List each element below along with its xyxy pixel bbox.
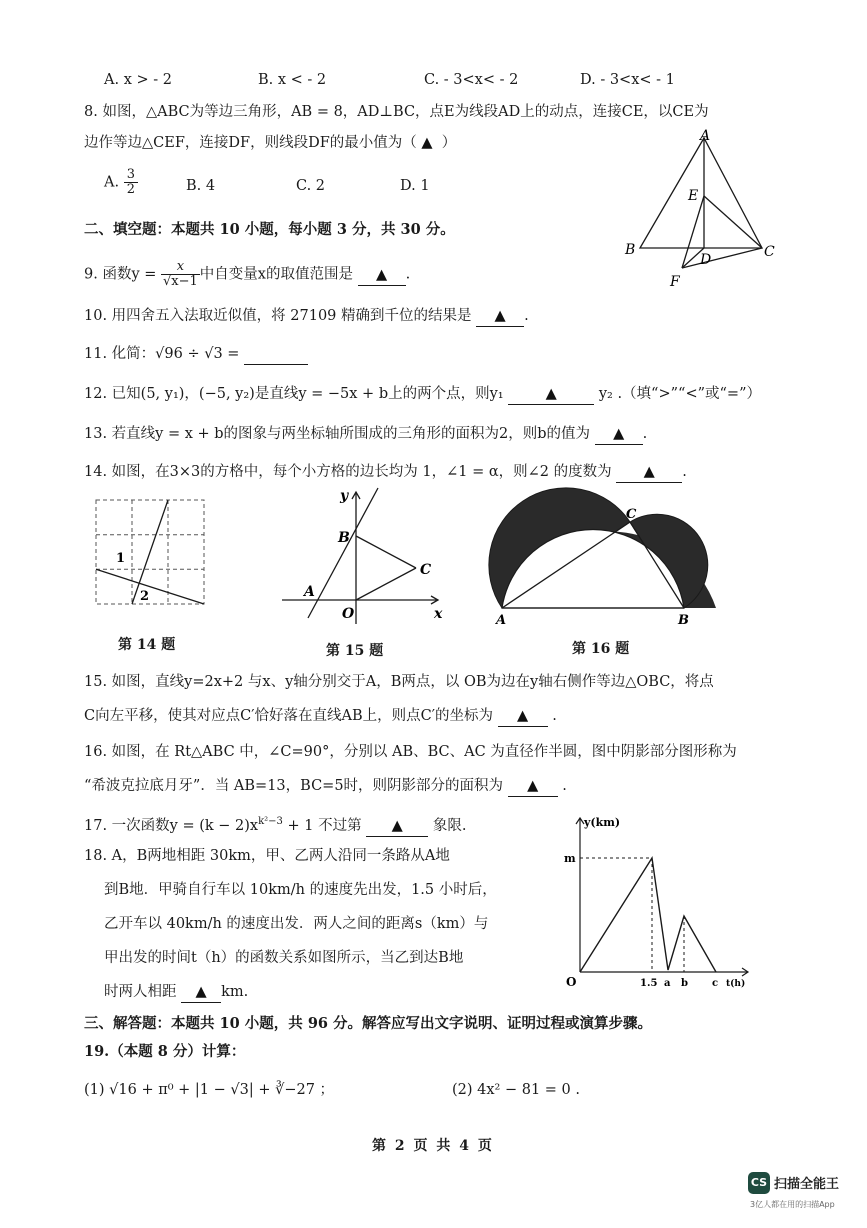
- fig16-lunes: [484, 486, 716, 626]
- q8-label-a: A: [700, 128, 711, 144]
- fig15-y-axis-label: y: [340, 488, 349, 504]
- q7-option-c: C. - 3<x< - 2: [424, 72, 519, 88]
- page-footer: 第 2 页 共 4 页: [372, 1138, 494, 1154]
- q16-blank: ▲: [508, 776, 558, 797]
- fig14-angle1: 1: [116, 551, 126, 566]
- scanner-app-name: 扫描全能王: [774, 1177, 840, 1192]
- q7-option-a: A. x > - 2: [104, 72, 172, 88]
- fig15-label-c: C: [420, 562, 432, 578]
- q11: 11. 化简：√96 ÷ √3 =: [84, 344, 308, 365]
- q19-title: 19.（本题 8 分）计算：: [84, 1043, 246, 1060]
- q8-figure: [620, 128, 782, 294]
- q8-label-f: F: [670, 274, 680, 290]
- cs-logo-icon: CS: [748, 1172, 770, 1194]
- fig18-distance-graph: [556, 812, 752, 992]
- q8-option-a: A. $\frac{3}{2}$: [104, 168, 138, 197]
- q18-line2: 到B地．甲骑自行车以 10km/h 的速度先出发，1.5 小时后，: [104, 882, 497, 898]
- fig16-label-c: C: [626, 507, 637, 522]
- q8-option-c: C. 2: [296, 178, 326, 194]
- fig14-caption: 第 14 题: [118, 637, 176, 653]
- q13: 13. 若直线y = x + b的图象与两坐标轴所围成的三角形的面积为2，则b的值为 ▲ .: [84, 424, 647, 445]
- q8-label-c: C: [764, 244, 775, 260]
- q12-blank: ▲: [508, 384, 594, 405]
- q7-option-b: B. x < - 2: [258, 72, 327, 88]
- q14-blank: ▲: [616, 462, 682, 483]
- q15-line1: 15. 如图，直线y=2x+2 与x、y轴分别交于A，B两点，以 OB为边在y轴右侧作等边△OBC，将点: [84, 674, 714, 690]
- scanner-watermark: [748, 1172, 860, 1222]
- section-2-heading: 二、填空题：本题共 10 小题，每小题 3 分，共 30 分。: [84, 221, 455, 238]
- fig18-y-axis-label: y(km): [584, 816, 621, 829]
- q10: 10. 用四舍五入法取近似值，将 27109 精确到千位的结果是 ▲ .: [84, 306, 529, 327]
- q17: 17. 一次函数$y = (k - 2)x^{k^2-3} + 1$ 不过第 ▲ 象限.: [84, 812, 466, 837]
- fig18-x-axis-label: t(h): [726, 979, 746, 989]
- q10-blank: ▲: [476, 306, 524, 327]
- fig18-origin: O: [566, 975, 577, 989]
- fig18-tick-b: b: [681, 978, 688, 989]
- q8-label-b: B: [625, 242, 636, 258]
- q8-label-e: E: [688, 188, 699, 204]
- q18-line3: 乙开车以 40km/h 的速度出发．两人之间的距离s（km）与: [104, 916, 489, 932]
- fig18-tick-c: c: [712, 978, 719, 989]
- fig14-angle2: 2: [140, 589, 150, 604]
- fig18-tick-1-5: 1.5: [640, 978, 658, 989]
- q8-line1: 8. 如图，△ABC为等边三角形，AB = 8，AD⊥BC，点E为线段AD上的动点，连接CE，以CE为: [84, 104, 709, 120]
- q19-part2: (2) 4x² − 81 = 0 .: [452, 1082, 580, 1098]
- fig15-label-a: A: [304, 584, 315, 600]
- fig15-axes: [278, 486, 446, 626]
- q11-blank: [244, 344, 308, 365]
- fig16-label-b: B: [678, 613, 689, 626]
- q18-line1: 18. A，B两地相距 30km，甲、乙两人沿同一条路从A地: [84, 848, 450, 864]
- fig18-m-label: m: [564, 852, 576, 865]
- q18-blank: ▲: [181, 982, 221, 1003]
- q18-line4: 甲出发的时间t（h）的函数关系如图所示，当乙到达B地: [104, 950, 464, 966]
- q9-blank: ▲: [358, 265, 406, 286]
- q9: 9. 函数y = $\frac{x}{√x-1}$ 中自变量x的取值范围是 ▲ .: [84, 259, 411, 289]
- fig15-label-b: B: [338, 530, 350, 546]
- q16-line2: “希波克拉底月牙”．当 AB=13，BC=5时，则阴影部分的面积为 ▲ .: [84, 776, 567, 797]
- fig15-label-o: O: [342, 606, 355, 622]
- fig16-caption: 第 16 题: [572, 641, 630, 657]
- fig16-label-a: A: [496, 613, 507, 626]
- q17-blank: ▲: [366, 816, 428, 837]
- q16-line1: 16. 如图，在 Rt△ABC 中，∠C=90°，分别以 AB、BC、AC 为直径作半圆，图中阴影部分图形称为: [84, 744, 737, 760]
- scanner-app-tagline: 3亿人都在用的扫描App: [750, 1200, 835, 1209]
- fig15-caption: 第 15 题: [326, 643, 384, 659]
- fig14-grid: [92, 496, 210, 610]
- q18-line5: 时两人相距 ▲ km.: [104, 982, 248, 1003]
- q8-label-d: D: [700, 252, 712, 268]
- q13-blank: ▲: [595, 424, 643, 445]
- q7-option-d: D. - 3<x< - 1: [580, 72, 675, 88]
- fig18-tick-a: a: [664, 978, 671, 989]
- q19-part1: (1) √16 + π⁰ + |1 − √3| + ∛−27 ；: [84, 1082, 335, 1098]
- q14: 14. 如图，在3×3的方格中，每个小方格的边长均为 1，∠1 = α，则∠2 的度数为 ▲ .: [84, 462, 687, 483]
- q8-option-b: B. 4: [186, 178, 216, 194]
- q12: 12. 已知(5, y₁)，(−5, y₂)是直线y = −5x + b上的两个点，则y₁ ▲ y₂ .（填“>”“<”或“=”）: [84, 384, 761, 405]
- q15-blank: ▲: [498, 706, 548, 727]
- section-3-heading: 三、解答题：本题共 10 小题，共 96 分。解答应写出文字说明、证明过程或演算步骤。: [84, 1015, 653, 1032]
- q8-option-d: D. 1: [400, 178, 430, 194]
- fig15-x-axis-label: x: [434, 606, 443, 622]
- q15-line2: C向左平移，使其对应点C′恰好落在直线AB上，则点C′的坐标为 ▲ .: [84, 706, 557, 727]
- q8-line2: 边作等边△CEF，连接DF，则线段DF的最小值为（ ▲ ）: [84, 135, 457, 151]
